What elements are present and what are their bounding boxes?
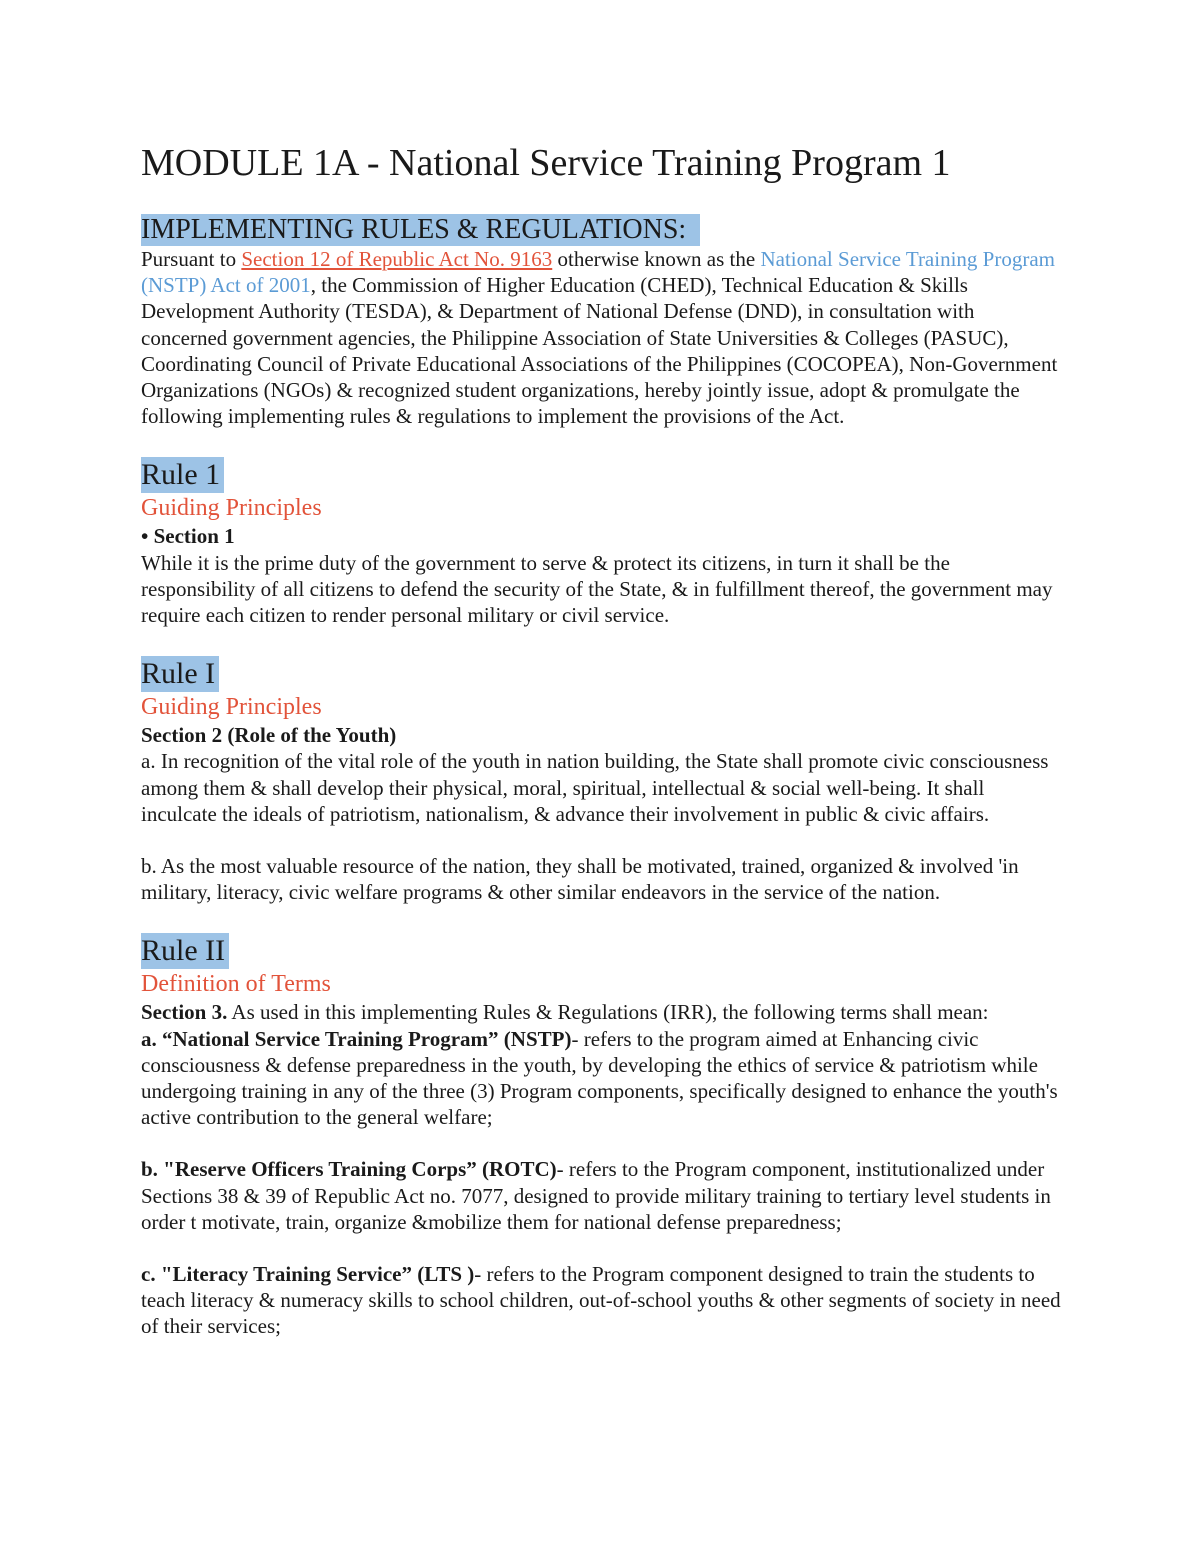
irr-intro-pre: Pursuant to [141, 247, 242, 271]
rule-1-heading: Rule 1 [141, 457, 224, 493]
rule-I-section-label-text: Section 2 (Role of the Youth) [141, 723, 397, 748]
term-c [141, 1261, 1061, 1340]
rule-II-subheading: Definition of Terms [141, 971, 331, 998]
rule-1-section [141, 457, 1061, 628]
rule-I-section [141, 656, 1061, 905]
rule-I-heading: Rule I [141, 656, 219, 692]
page-title: MODULE 1A - National Service Training Program 1 [141, 142, 951, 184]
rule-II-section [141, 933, 1061, 1339]
term-a-text: - refers to the program aimed at Enhancing civic consciousness & defense preparedness in the youth, by developing the ethics of service & patriotism while undergoing training in any of the three (3) Program components, specifically designed to enhance the youth's active contribution to the general welfare; [141, 1026, 1058, 1130]
irr-intro-post: , the Commission of Higher Education (CHED), Technical Education & Skills Development Authority (TESDA), & Department of National Defense (DND), in consultation with concerned government agencies, the Philippine Association of State Universities & Colleges (PASUC), Coordinating Council of Private Educational Associations of the Philippines (COCOPEA), Non-Government Organizations (NGOs) & recognized student organizations, hereby jointly issue, adopt & promulgate the following implementing rules & regulations to implement the provisions of the Act. [141, 273, 1058, 429]
rule-II-section-3 [141, 999, 1061, 1025]
spacer [141, 1235, 1061, 1261]
irr-intro-mid: otherwise known as the [552, 247, 761, 271]
rule-1-subheading: Guiding Principles [141, 495, 322, 522]
spacer [141, 905, 1061, 933]
rule-I-subheading: Guiding Principles [141, 694, 322, 721]
term-c-label: c. "Literacy Training Service” (LTS ) [141, 1262, 475, 1287]
section-3-text: As used in this implementing Rules & Regulations (IRR), the following terms shall mean: [227, 1000, 989, 1025]
rule-I-para-a: a. In recognition of the vital role of the youth in nation building, the State shall promote civic consciousness among them & shall develop their physical, moral, spiritual, intellectual & social well-being. It shall inculcate the ideals of patriotism, nationalism, & advance their involvement in public & civic affairs. [141, 749, 1049, 826]
term-a [141, 1026, 1061, 1131]
section-3-label: Section 3. [141, 1000, 228, 1025]
rule-II-heading: Rule II [141, 933, 229, 969]
irr-intro-paragraph [141, 246, 1061, 429]
ra-9163-link[interactable]: Section 12 of Republic Act No. 9163 [241, 247, 553, 271]
document-page [141, 140, 1061, 1340]
nstp-act-link[interactable]: National Service Training Program (NSTP) Act of 2001 [141, 247, 1055, 298]
rule-1-section-label-text: • Section 1 [141, 524, 235, 549]
irr-section [141, 214, 1061, 429]
spacer [141, 827, 1061, 853]
term-b-text: - refers to the Program component, institutionalized under Sections 38 & 39 of Republic Act no. 7077, designed to provide military training to tertiary level students in order t motivate, train, organize &mobilize them for national defense preparedness; [141, 1157, 1051, 1234]
rule-1-body: While it is the prime duty of the government to serve & protect its citizens, in turn it shall be the responsibility of all citizens to defend the security of the State, & in fulfillment thereof, the government may require each citizen to render personal military or civil service. [141, 550, 1053, 628]
rule-I-para-b: b. As the most valuable resource of the nation, they shall be motivated, trained, organized & involved 'in military, literacy, civic welfare programs & other similar endeavors in the service of the nation. [141, 854, 1019, 905]
rule-1-section-label [141, 523, 1061, 549]
irr-heading: IMPLEMENTING RULES & REGULATIONS: [141, 214, 700, 246]
term-a-label: a. “National Service Training Program” (NSTP) [141, 1026, 572, 1051]
spacer [141, 429, 1061, 457]
spacer [141, 628, 1061, 656]
spacer [141, 1130, 1061, 1156]
term-b [141, 1156, 1061, 1235]
rule-I-section-label [141, 722, 1061, 748]
term-c-text: - refers to the Program component designed to train the students to teach literacy & numeracy skills to school children, out-of-school youths & other segments of society in need of their services; [141, 1262, 1061, 1339]
term-b-label: b. "Reserve Officers Training Corps” (ROTC) [141, 1157, 557, 1182]
